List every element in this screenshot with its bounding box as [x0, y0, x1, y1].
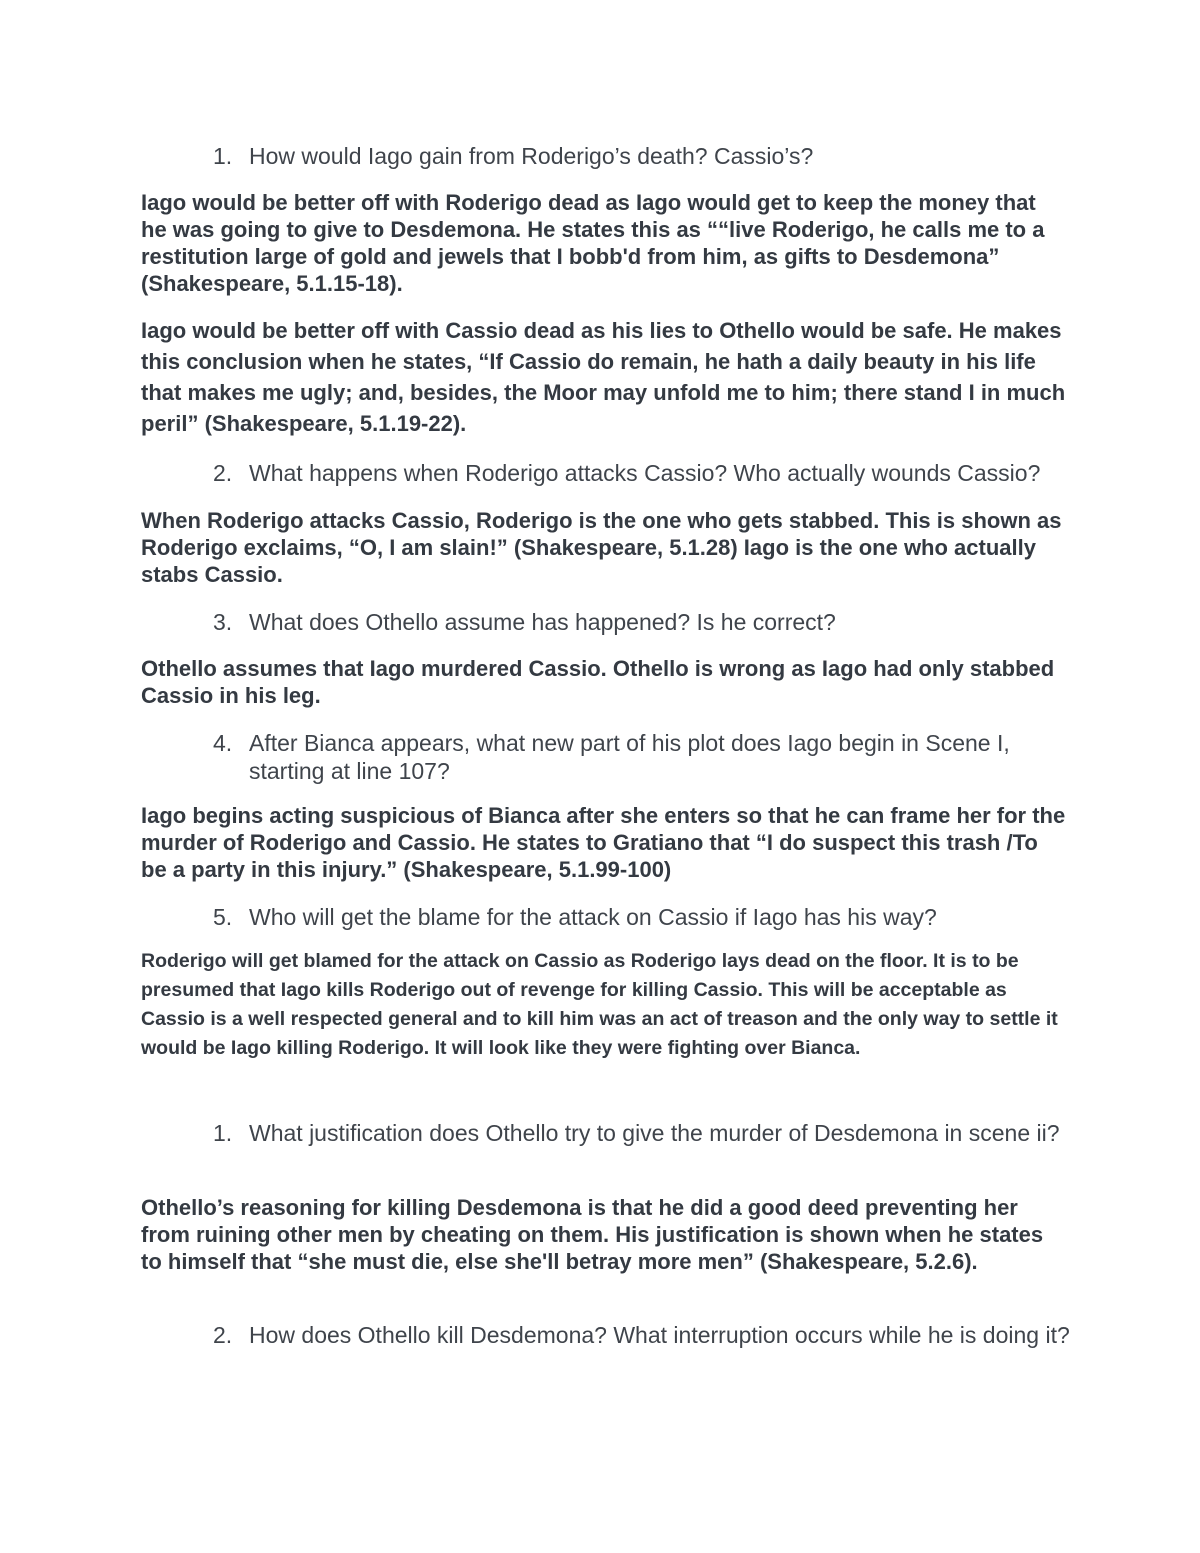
question-5 [213, 903, 1073, 931]
question-text: Who will get the blame for the attack on Cassio if Iago has his way? [249, 904, 937, 930]
question-text: After Bianca appears, what new part of his plot does Iago begin in Scene I, starting at line 107? [249, 730, 1010, 784]
question-3 [213, 608, 1073, 636]
answer-paragraph: Iago would be better off with Cassio dead as his lies to Othello would be safe. He makes this conclusion when he states, “If Cassio do remain, he hath a daily beauty in his life that makes me ugly; and, besides, the Moor may unfold me to him; there stand I in much peril” (Shakespeare, 5.1.19-22). [141, 318, 1066, 436]
question-number: 2. [213, 460, 233, 486]
question-number: 2. [213, 1322, 233, 1348]
question-text: What justification does Othello try to give the murder of Desdemona in scene ii? [249, 1120, 1060, 1146]
question-text: How would Iago gain from Roderigo’s death? Cassio’s? [249, 143, 814, 169]
answer-paragraph: Iago would be better off with Roderigo dead as Iago would get to keep the money that he was going to give to Desdemona. He states this as ““live Roderigo, he calls me to a restitution large of gold and jewels that I bobb'd from him, as gifts to Desdemona” (Shakespeare, 5.1.15-18). [141, 190, 1045, 296]
question-text: How does Othello kill Desdemona? What interruption occurs while he is doing it? [249, 1322, 1070, 1348]
question-scene2-2 [213, 1321, 1073, 1349]
question-number: 1. [213, 143, 233, 169]
answer-paragraph: Roderigo will get blamed for the attack on Cassio as Roderigo lays dead on the floor. It is to be presumed that Iago kills Roderigo out of revenge for killing Cassio. This will be acceptable as Cassio is a well respected general and to kill him was an act of treason and the only way to settle it would be Iago killing Roderigo. It will look like they were fighting over Bianca. [141, 950, 1058, 1059]
question-text: What happens when Roderigo attacks Cassio? Who actually wounds Cassio? [249, 460, 1041, 486]
answer-paragraph: Othello assumes that Iago murdered Cassio. Othello is wrong as Iago had only stabbed Cassio in his leg. [141, 656, 1055, 708]
question-scene2-1 [213, 1119, 1073, 1147]
question-number: 3. [213, 609, 233, 635]
answer-paragraph: Othello’s reasoning for killing Desdemona is that he did a good deed preventing her from ruining other men by cheating on them. His justification is shown when he states to himself that “she must die, else she'll betray more men” (Shakespeare, 5.2.6). [141, 1195, 1044, 1274]
question-2 [213, 459, 1073, 487]
question-number: 5. [213, 904, 233, 930]
question-number: 4. [213, 730, 233, 756]
question-number: 1. [213, 1120, 233, 1146]
answer-paragraph: When Roderigo attacks Cassio, Roderigo is the one who gets stabbed. This is shown as Roderigo exclaims, “O, I am slain!” (Shakespeare, 5.1.28) Iago is the one who actually stabs Cassio. [141, 508, 1062, 587]
question-1 [213, 142, 1073, 170]
question-4 [213, 729, 1073, 785]
question-text: What does Othello assume has happened? Is he correct? [249, 609, 836, 635]
answer-paragraph: Iago begins acting suspicious of Bianca after she enters so that he can frame her for the murder of Roderigo and Cassio. He states to Gratiano that “I do suspect this trash /To be a party in this injury.” (Shakespeare, 5.1.99-100) [141, 803, 1066, 882]
